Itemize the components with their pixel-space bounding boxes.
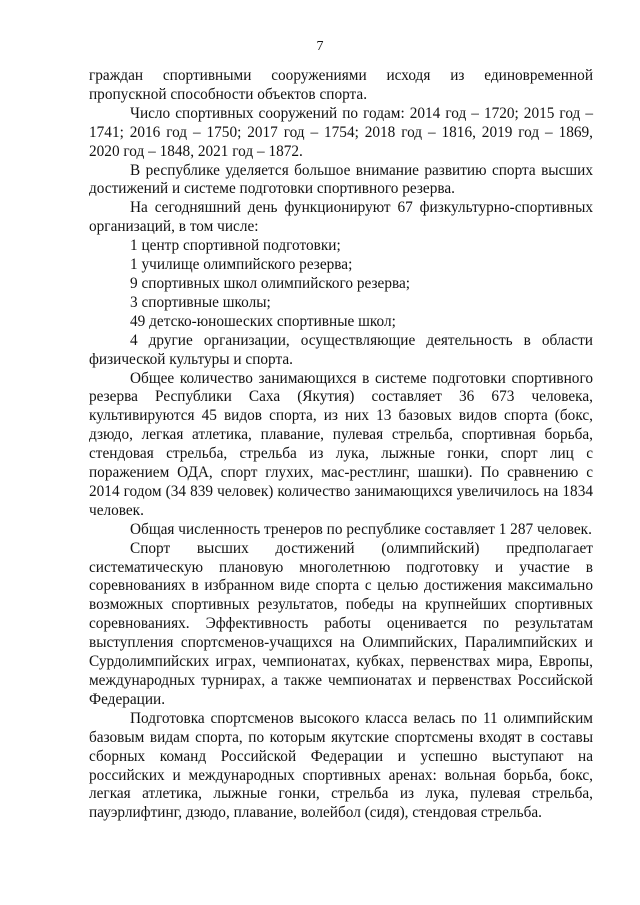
paragraph-coaches-count: Общая численность тренеров по республике составляет 1 287 человек. [130, 520, 592, 538]
paragraph-high-performance-focus: В республике уделяется большое внимание развитию спорта высших достижений и системе подготовки спортивного резерва. [89, 161, 593, 198]
list-item: 9 спортивных школ олимпийского резерва; [130, 274, 411, 292]
page-number: 7 [316, 39, 324, 54]
paragraph-elite-sport: Спорт высших достижений (олимпийский) предполагает систематическую плановую многолетнюю подготовку и участие в соревнованиях в избранном виде спорта с целью достижения максимально возможных спортивных результатов, победы на крупнейших спортивных соревнованиях. Эффективность работы оценивается по результатам выступления спортсменов-учащихся на Олимпийских, Паралимпийских и Сурдолимпийских играх, чемпионатах, кубках, первенствах мира, Европы, международных турнирах, а также чемпионатах и первенствах Российской Федерации. [89, 539, 593, 708]
paragraph-facilities-by-year: Число спортивных сооружений по годам: 2014 год – 1720; 2015 год – 1741; 2016 год – 1750; 2017 год – 1754; 2018 год – 1816, 2019 год – 1869, 2020 год – 1848, 2021 год – 1872. [89, 104, 593, 160]
list-item: 49 детско-юношеских спортивные школ; [130, 312, 396, 330]
list-item: 1 училище олимпийского резерва; [130, 256, 353, 274]
paragraph-organizations-intro: На сегодняшний день функционируют 67 физкультурно-спортивных организаций, в том числе: [89, 199, 593, 236]
paragraph-reserve-athletes: Общее количество занимающихся в системе подготовки спортивного резерва Республики Саха (Якутия) составляет 36 673 человека, культивируются 45 видов спорта, из них 13 базовых видов спорта (бокс, дзюдо, легкая атлетика, плавание, пулевая стрельба, спортивная борьба, стендовая стрельба, стрельба из лука, лыжные гонки, спорт лиц с поражением ОДА, спорт глухих, мас-рестлинг, шашки). По сравнению с 2014 годом (34 839 человек) количество занимающихся увеличилось на 1834 человек. [89, 369, 593, 519]
list-item: 3 спортивные школы; [130, 293, 271, 311]
list-item: 1 центр спортивной подготовки; [130, 237, 341, 255]
paragraph-olympic-disciplines: Подготовка спортсменов высокого класса велась по 11 олимпийским базовым видам спорта, по которым якутские спортсмены входят в составы сборных команд Российской Федерации и успешно выступают на российских и международных спортивных аренах: вольная борьба, бокс, легкая атлетика, лыжные гонки, стрельба из лука, пулевая стрельба, пауэрлифтинг, дзюдо, плавание, волейбол (сидя), стендовая стрельба. [89, 709, 593, 822]
paragraph-continuation: граждан спортивными сооружениями исходя из единовременной пропускной способности объектов спорта. [89, 67, 593, 103]
list-item: 4 другие организации, осуществляющие деятельность в области физической культуры и спорта. [89, 331, 593, 368]
body-text [89, 67, 593, 823]
